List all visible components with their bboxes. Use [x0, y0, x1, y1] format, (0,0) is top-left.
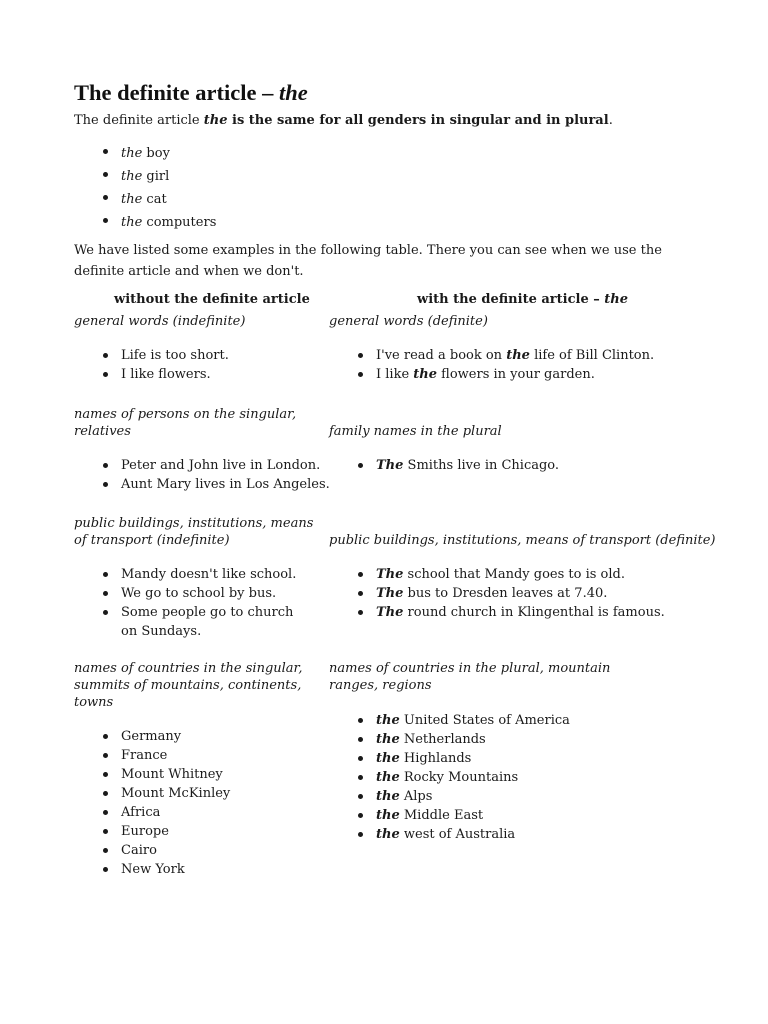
page-title — [74, 80, 308, 106]
item-post: life of Bill Clinton. — [529, 348, 655, 363]
left-example-list — [74, 565, 324, 641]
list-item — [74, 211, 216, 234]
list-item — [329, 730, 570, 749]
list-item — [329, 787, 570, 806]
item-post: school that Mandy goes to is old. — [403, 567, 625, 582]
item-post: Highlands — [399, 751, 472, 766]
item-article: the — [506, 348, 530, 363]
right-example-list — [329, 456, 559, 475]
item-article: The — [376, 586, 404, 601]
list-item — [329, 346, 654, 365]
item-post: west of Australia — [399, 827, 516, 842]
list-item: Africa — [74, 803, 230, 822]
intro-article: the — [203, 113, 228, 128]
item-article: the — [376, 770, 400, 785]
item-article: the — [121, 169, 143, 184]
list-item — [329, 584, 665, 603]
item-article: the — [376, 808, 400, 823]
list-item: Europe — [74, 822, 230, 841]
item-noun: boy — [142, 146, 170, 161]
item-article: the — [376, 751, 400, 766]
item-article: the — [121, 215, 143, 230]
right-header-article: the — [604, 292, 628, 307]
list-item — [329, 365, 654, 384]
list-item — [74, 165, 216, 188]
intro-before: The definite article — [74, 113, 204, 128]
right-header-text: with the definite article – — [417, 292, 605, 307]
item-post: round church in Klingenthal is famous. — [403, 605, 665, 620]
example-list — [74, 142, 216, 234]
list-item: Aunt Mary lives in Los Angeles. — [74, 475, 330, 494]
list-item: Mandy doesn't like school. — [74, 565, 324, 584]
list-item — [329, 603, 665, 622]
item-noun: cat — [142, 192, 167, 207]
list-item — [329, 825, 570, 844]
left-column-header: without the definite article — [114, 292, 310, 307]
item-post: Netherlands — [399, 732, 486, 747]
list-item: Some people go to church on Sundays. — [74, 603, 311, 641]
title-text: The definite article – — [74, 80, 279, 105]
item-post: bus to Dresden leaves at 7.40. — [403, 586, 608, 601]
list-item — [329, 806, 570, 825]
list-item: Mount McKinley — [74, 784, 230, 803]
left-example-list — [74, 727, 230, 879]
list-item: Germany — [74, 727, 230, 746]
title-article: the — [278, 80, 308, 105]
left-category: public buildings, institutions, means of transport (indefinite) — [74, 516, 314, 548]
item-article: the — [376, 713, 400, 728]
item-article: the — [376, 827, 400, 842]
item-article: the — [376, 789, 400, 804]
item-post: Smiths live in Chicago. — [403, 458, 560, 473]
item-pre: I've read a book on — [376, 348, 507, 363]
left-example-list — [74, 456, 330, 494]
list-item — [329, 711, 570, 730]
item-article: The — [376, 458, 404, 473]
item-article: The — [376, 605, 404, 620]
item-pre: I like — [376, 367, 414, 382]
left-example-list — [74, 346, 229, 384]
right-category: general words (definite) — [329, 314, 488, 329]
item-noun: computers — [142, 215, 217, 230]
list-item — [329, 565, 665, 584]
table-intro-paragraph: We have listed some examples in the following table. There you can see when we use the definite article and when we don't. — [74, 243, 662, 279]
intro-bold: is the same for all genders in singular and in plural — [227, 113, 609, 128]
right-category: public buildings, institutions, means of transport (definite) — [329, 533, 716, 548]
right-example-list — [329, 565, 665, 622]
list-item: Peter and John live in London. — [74, 456, 330, 475]
item-article: The — [376, 567, 404, 582]
item-article: the — [121, 146, 143, 161]
right-example-list — [329, 346, 654, 384]
item-post: United States of America — [399, 713, 570, 728]
list-item: We go to school by bus. — [74, 584, 324, 603]
list-item — [74, 142, 216, 165]
list-item — [329, 768, 570, 787]
left-category: general words (indefinite) — [74, 314, 246, 329]
item-article: the — [376, 732, 400, 747]
intro-sentence — [74, 113, 613, 128]
list-item: Cairo — [74, 841, 230, 860]
right-column-header — [417, 292, 628, 307]
right-example-list — [329, 711, 570, 844]
item-post: Middle East — [399, 808, 484, 823]
item-post: Alps — [399, 789, 433, 804]
list-item: I like flowers. — [74, 365, 229, 384]
list-item — [329, 749, 570, 768]
right-category: names of countries in the plural, mountain ranges, regions — [329, 661, 611, 693]
list-item: New York — [74, 860, 230, 879]
item-noun: girl — [142, 169, 170, 184]
left-category: names of countries in the singular, summits of mountains, continents, towns — [74, 661, 303, 710]
item-post: flowers in your garden. — [437, 367, 595, 382]
intro-after: . — [608, 113, 613, 128]
list-item — [329, 456, 559, 475]
list-item: Mount Whitney — [74, 765, 230, 784]
list-item: France — [74, 746, 230, 765]
item-article: the — [121, 192, 143, 207]
item-post: Rocky Mountains — [399, 770, 519, 785]
list-item: Life is too short. — [74, 346, 229, 365]
right-category: family names in the plural — [329, 424, 502, 439]
left-category: names of persons on the singular, relatives — [74, 407, 297, 439]
list-item — [74, 188, 216, 211]
item-article: the — [413, 367, 438, 382]
